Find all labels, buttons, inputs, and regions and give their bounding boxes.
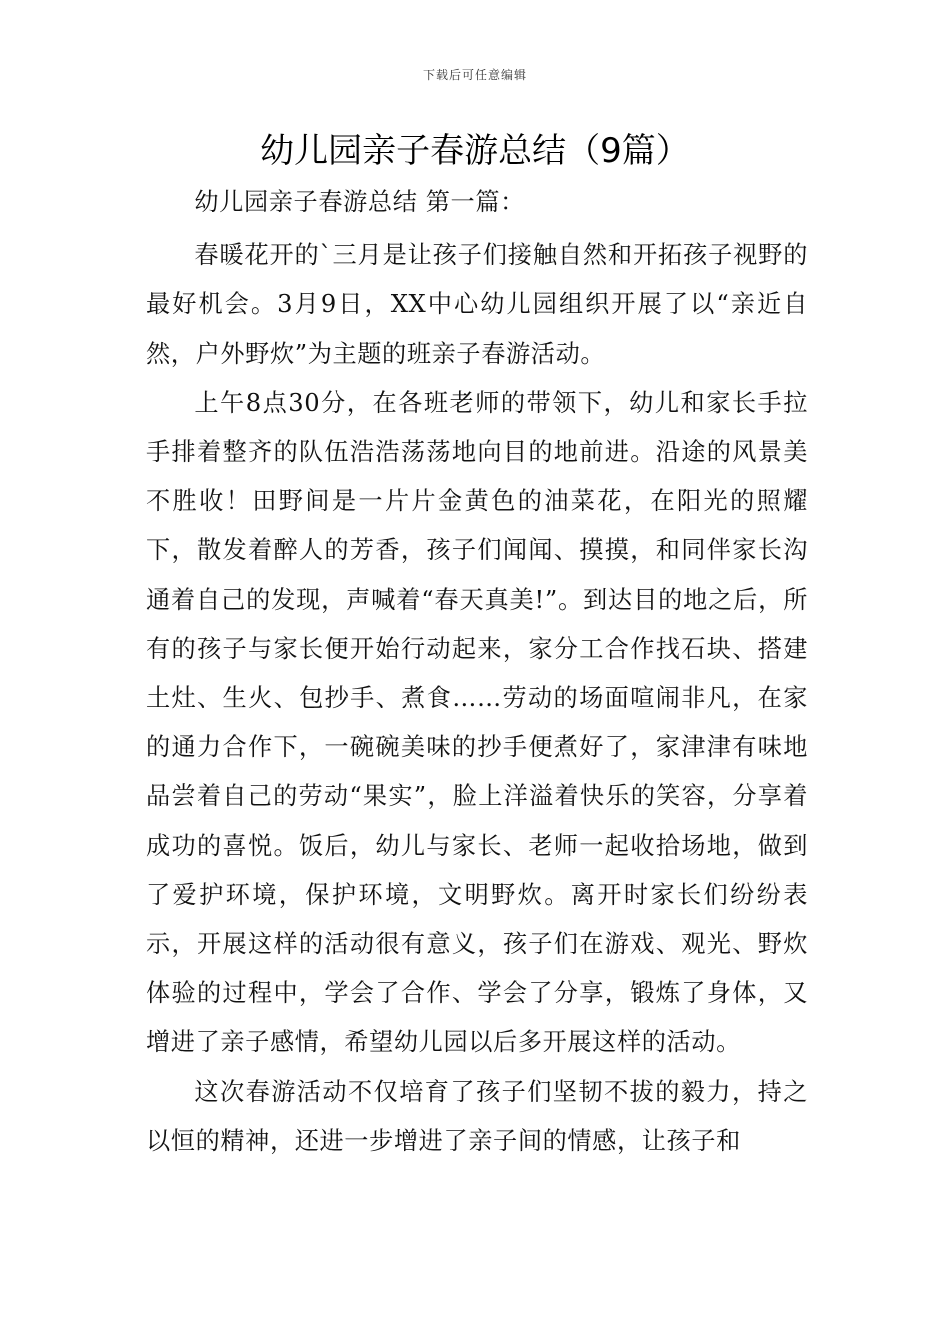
document-body bbox=[146, 178, 808, 1166]
document-title: 幼儿园亲子春游总结（9篇） bbox=[260, 131, 690, 171]
paragraph-2: 上午8点30分，在各班老师的带领下，幼儿和家长手拉手排着整齐的队伍浩浩荡荡地向目的地前进。沿途的风景美不胜收！田野间是一片片金黄色的油菜花，在阳光的照耀下，散发着醉人的芳香，孩子们闻闻、摸摸，和同伴家长沟通着自己的发现，声喊着“春天真美!”。到达目的地之后，所有的孩子与家长便开始行动起来，家分工合作找石块、搭建土灶、生火、包抄手、煮食……劳动的场面喧闹非凡，在家的通力合作下，一碗碗美味的抄手便煮好了，家津津有味地品尝着自己的劳动“果实”，脸上洋溢着快乐的笑容，分享着成功的喜悦。饭后，幼儿与家长、老师一起收拾场地，做到了爱护环境，保护环境，文明野炊。离开时家长们纷纷表示，开展这样的活动很有意义，孩子们在游戏、观光、野炊体验的过程中，学会了合作、学会了分享，锻炼了身体，又增进了亲子感情，希望幼儿园以后多开展这样的活动。 bbox=[146, 388, 808, 1057]
section-subheading: 幼儿园亲子春游总结 第一篇： bbox=[194, 188, 525, 216]
paragraph-1: 春暖花开的`三月是让孩子们接触自然和开拓孩子视野的最好机会。3月9日，XX中心幼儿园组织开展了以“亲近自然，户外野炊”为主题的班亲子春游活动。 bbox=[146, 241, 808, 368]
header-note: 下载后可任意编辑 bbox=[422, 68, 527, 82]
paragraph-3: 这次春游活动不仅培育了孩子们坚韧不拔的毅力，持之以恒的精神，还进一步增进了亲子间的情感，让孩子和 bbox=[146, 1077, 808, 1155]
